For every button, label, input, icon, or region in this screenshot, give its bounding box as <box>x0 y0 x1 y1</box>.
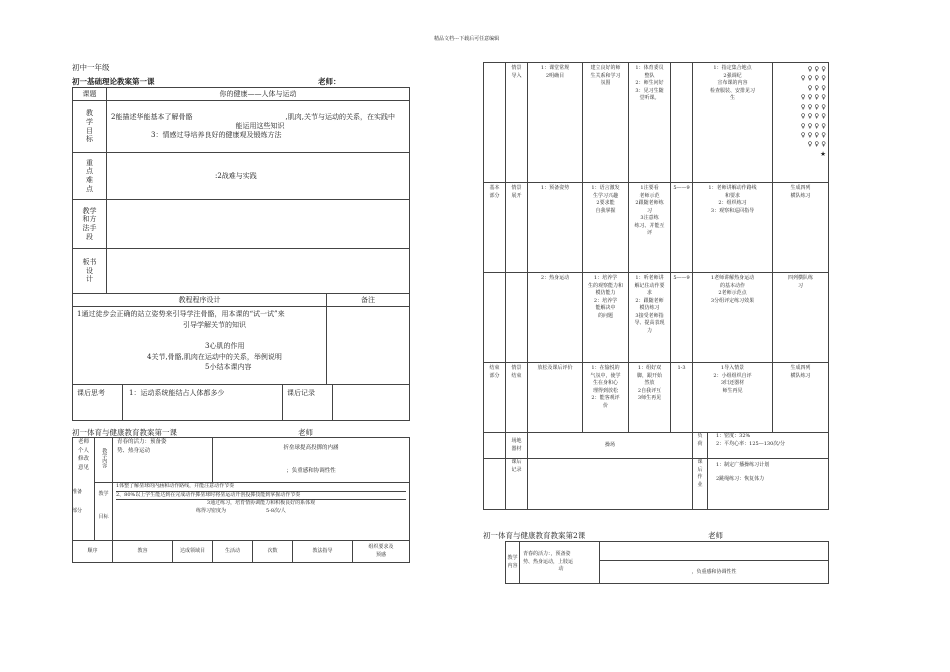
flow-row <box>484 363 829 433</box>
pe-header-order: 顺序 <box>73 541 113 563</box>
flow-cell-part: 基本 部分 <box>484 183 506 273</box>
board-label: 板书 设 计 <box>73 249 107 294</box>
pe-content-right-2: ；负重感和协调性性 <box>286 468 336 474</box>
pe-header-count: 次数 <box>253 541 293 563</box>
record-label: 课后 记录 <box>506 459 528 510</box>
lesson2-teacher: 老师 <box>708 531 723 540</box>
pe-teacher: 老师 <box>298 428 313 437</box>
flow-cell-part <box>484 273 506 363</box>
flow-cell-count: 5——9 <box>671 183 693 273</box>
flow-cell-count <box>671 63 693 183</box>
flow-cell-guide: 1：指定集合地点 2强调纪 宣布课的内容 检查服装、安排见习 生 <box>693 63 773 183</box>
lesson2-content-1: 青春的活力：，预备姿 <box>523 551 571 558</box>
flow-cell-student: 1注要看 老师示范 2跟随老师练 习 3注意练 练习、并能互 评 <box>629 183 671 273</box>
goal-1a: 2能描述华能基本了解骨骼 <box>111 113 193 122</box>
flow-cell-phase <box>506 273 528 363</box>
flow-row <box>484 183 829 273</box>
key-label: 重 点 难 点 <box>73 153 107 200</box>
header-note: 精品文档---下载后可任意编辑 <box>434 36 500 42</box>
pe-goal-4a: 练得习密度为 <box>196 507 227 514</box>
pe-header-content: 教容 <box>113 541 173 563</box>
flow-cell-content: 2：热身运动 <box>528 273 583 363</box>
goal-1c: 能运用这些知识 <box>235 122 285 131</box>
lesson2-content-label: 教学 内容 <box>506 542 520 584</box>
record-value <box>528 459 693 510</box>
flow-cell-org: 生成四列 横队练习 <box>773 363 829 433</box>
flow-cell-phase: 情景 展开 <box>506 183 528 273</box>
program-line-2: 引导学解关节的知识 <box>183 320 246 329</box>
flow-cell-org: 四列横队练 习 <box>773 273 829 363</box>
flow-cell-part <box>484 63 506 183</box>
flow-cell-org: 生成四列 横队练习 <box>773 183 829 273</box>
method-value <box>107 200 410 249</box>
topic-value: 你的健康——人体与运动 <box>107 88 410 101</box>
flow-cell-content: 1：预备姿势 <box>528 183 583 273</box>
flow-cell-guide: 1导入情景 2：小组组织自评 3归还器材 师生再见 <box>693 363 773 433</box>
pe-content-2: 势、热身运动 <box>117 447 151 454</box>
load-1: 1：密度：32% <box>716 433 751 439</box>
pe-target-label: 目标 <box>98 513 109 520</box>
pe-content-label: 教学内容 <box>101 448 108 469</box>
flow-cell-goal: 1：语言激发 生学习兴趣 2要求能 自我掌握 <box>583 183 629 273</box>
method-label: 教学 和方 法手 段 <box>73 200 107 249</box>
board-value <box>107 249 410 294</box>
pe-part-label: 部分 <box>72 508 83 514</box>
after-record-label: 课后记录 <box>283 385 333 420</box>
flow-cell-part: 结束 部分 <box>484 363 506 433</box>
flow-row <box>484 273 829 363</box>
pe-header-guide: 教法指导 <box>293 541 353 563</box>
flow-cell-guide: 1：老师讲解动作路线 和要求 2：组织练习 3：观察和巡回指导 <box>693 183 773 273</box>
flow-cell-phase: 情景 结束 <box>506 363 528 433</box>
reflection-label: 课后思考 <box>73 385 123 420</box>
flow-cell-student: 1：体育委员 整队 2：师生问好 3：见习生随 堂听课。 <box>629 63 671 183</box>
flow-row <box>484 63 829 183</box>
program-line-1: 1通过徒步会正确的站立姿势来引导学注骨骼，用本课的“试一试”来 <box>77 310 285 318</box>
load-2: 2：平均心率：125—130次/分 <box>716 440 785 447</box>
pe-prep-label: 准备 <box>72 489 83 495</box>
pe-goal-2: 2、80%以上学生能达到在完成动作掷垒球时将垒运动开创投掷技能到掌握动作节奏 <box>116 492 406 501</box>
flow-cell-goal: 1：在愉悦的 气氛中，使学 生在身和心 理得到放松 2：能客观评 价 <box>583 363 629 433</box>
pe-goal-1: 1体整了解垒球的内涵和动作路线，并能注意动作节奏 <box>116 483 406 492</box>
pe-header-org: 组织要求及 预感 <box>353 541 410 563</box>
flow-cell-content: 1：课堂常规 2明确目 <box>528 63 583 183</box>
key-value: :2战难与实践 <box>107 153 410 200</box>
grade-label: 初中一年级 <box>72 63 110 72</box>
flow-cell-phase: 情景 导入 <box>506 63 528 183</box>
after-2: 2跳绳练习：恢复体力 <box>716 475 765 482</box>
venue-value: 操场 <box>528 433 693 459</box>
flow-cell-student: 1：听老师讲 解记住动作要 求 2：跟随老师 模仿练习 3接受老师指 导、提高表现 力 <box>629 273 671 363</box>
teacher-label: 老师： <box>318 77 341 86</box>
pe-plan-table <box>72 437 410 563</box>
load-label: 负 荷 <box>693 433 708 458</box>
program-line-5: 5小结本课内容 <box>205 363 252 372</box>
reflection-value: 1：运动系统能结占人体都多少 <box>123 385 283 420</box>
pe-teach-label: 教学 <box>98 490 109 497</box>
goal-2: 3：情感过导培养良好的健康观及锻炼方法 <box>151 130 282 139</box>
topic-label: 课题 <box>73 88 107 101</box>
pe-title: 初一体育与健康教育教案第一课 <box>72 428 177 437</box>
lesson-flow-table <box>483 62 829 510</box>
plan-title: 初一基础理论教案第一课 <box>72 77 155 86</box>
goals-label: 教 学 目 标 <box>73 101 107 153</box>
remarks-value <box>327 307 410 385</box>
lesson2-title: 初一体育与健康教育教案第2课 <box>483 531 586 540</box>
lesson2-right: ，负重感和协调性性 <box>691 569 737 575</box>
flow-cell-goal: 建立良好的师 生关系和学习 氛围 <box>583 63 629 183</box>
pe-teacher-col: 老师 个人 修改 意见 <box>73 438 95 541</box>
program-label: 教程程序设计 <box>73 294 327 307</box>
program-line-4: 4关节,骨骼,肌肉在运动中的关系，举例说明 <box>147 352 282 361</box>
pe-content-right-1: 折垒球提高投掷的内涵 <box>283 445 339 452</box>
pe-content-1: 青春的活力：预备姿 <box>117 439 167 445</box>
lesson2-content-3: 动 <box>558 566 564 573</box>
lesson2-content-2: 势、热身运动，上肢运 <box>523 558 574 565</box>
pe-goal-4b: 5-8次/人 <box>266 507 286 514</box>
flow-cell-student: 1：组好双 脚，跟开始 然放 2自我评互 3师生再见 <box>629 363 671 433</box>
flow-cell-guide: 1老师讲解热身运动 的基本动作 2老师示范点 3分组评定练习效果 <box>693 273 773 363</box>
goal-1b: ,肌肉,关节与运动的关系，在实践中 <box>285 113 395 122</box>
remarks-label: 备注 <box>327 294 410 307</box>
flow-cell-count: 1-3 <box>671 363 693 433</box>
flow-cell-org: ♀ ♀ ♀ ♀ ♀ ♀ ♀ ♀ ♀ ♀ ♀ ♀ ♀ ♀ ♀ ♀ ♀ ♀ ♀ ♀ ♀ ♀ ♀ ♀ ♀ ♀ ♀ ♀ ♀ ♀ ♀ ♀ ♀ ★ <box>773 63 829 183</box>
lesson2-table <box>505 541 829 584</box>
lesson-plan-table <box>72 87 410 421</box>
flow-cell-goal: 1：培养学 生的观察能力和 模仿能力 2：培养学 能解决中 的问题 <box>583 273 629 363</box>
program-line-3: 3心肌的作用 <box>205 341 245 350</box>
venue-label: 场地 器材 <box>506 433 528 459</box>
flow-cell-count: 5——9 <box>671 273 693 363</box>
after-label: 课 后 作 业 <box>693 459 708 509</box>
flow-cell-content: 放松及课后评价 <box>528 363 583 433</box>
after-1: 1：制定广播操练习计划 <box>716 462 770 468</box>
pe-header-goal: 达成领域目 <box>173 541 213 563</box>
pe-goal-3: 3通过练习，培育情协调能力和积极良好的系体观 <box>206 500 316 506</box>
pe-header-activity: 生活动 <box>213 541 253 563</box>
